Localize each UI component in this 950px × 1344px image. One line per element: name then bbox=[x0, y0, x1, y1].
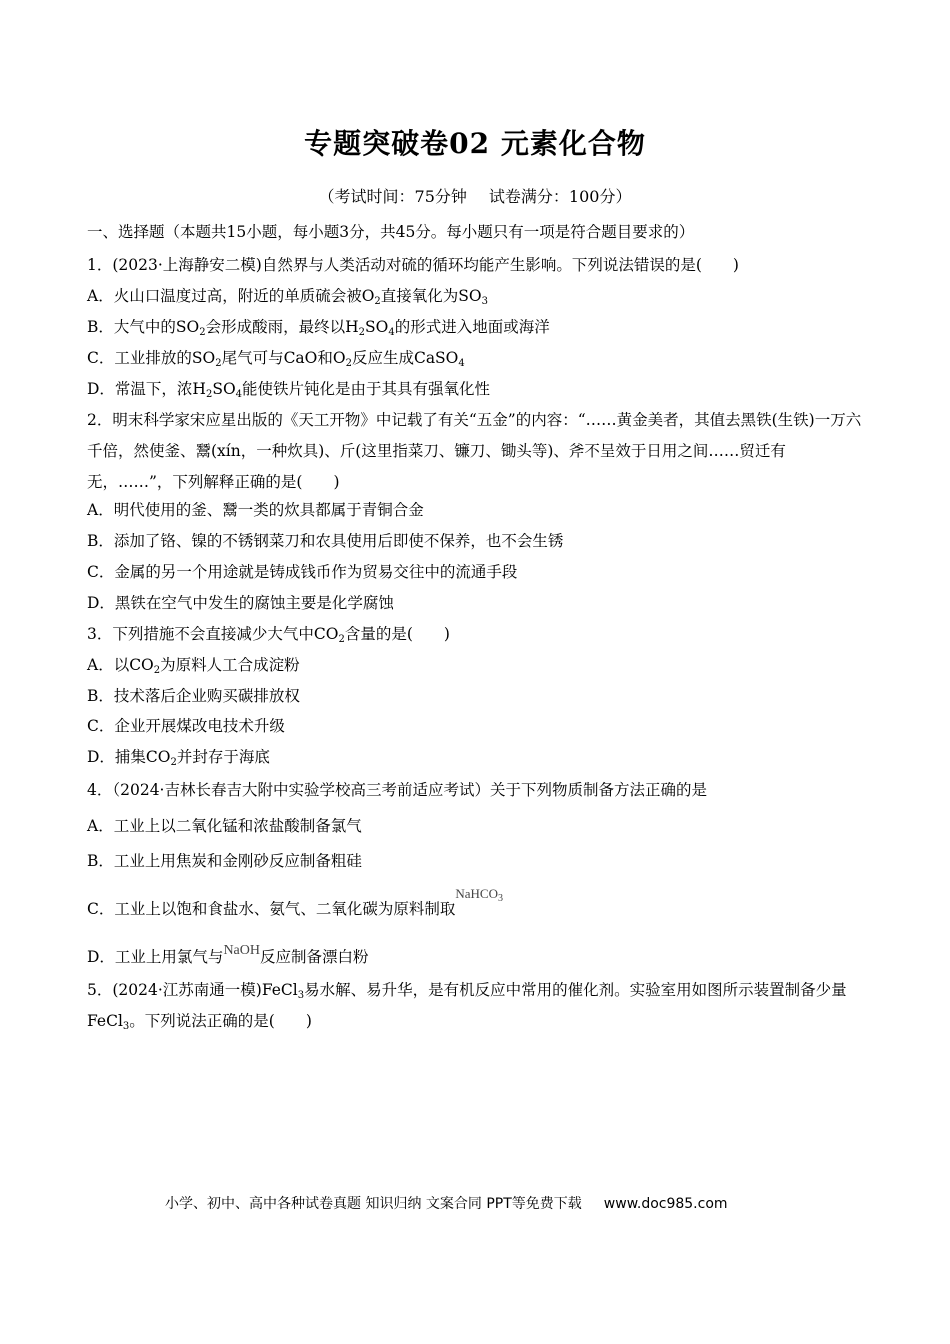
q3-option-c: C．企业开展煤改电技术升级 bbox=[87, 717, 285, 735]
q2-option-c: C．金属的另一个用途就是铸成钱币作为贸易交往中的流通手段 bbox=[87, 563, 518, 581]
q1-stem: 1．(2023·上海静安二模)自然界与人类活动对硫的循环均能产生影响。下列说法错误的是( ) bbox=[87, 256, 739, 274]
q3-stem: 3．下列措施不会直接减少大气中$CO_2$含量的是( ) bbox=[87, 625, 450, 645]
q5-stem: 5．(2024·江苏南通一模)FeCl$_3$易水解、易升华，是有机反应中常用的催化剂。实验室用如图所示装置制备少量FeCl$_3$。下列说法正确的是( ) bbox=[87, 981, 847, 1032]
q4-option-b: B．工业上用焦炭和金刚砂反应制备粗硅 bbox=[87, 852, 362, 870]
exam-time: （考试时间：75分钟 bbox=[318, 187, 467, 206]
page-title: 专题突破卷02 元素化合物 bbox=[304, 127, 646, 160]
q2-option-a: A．明代使用的釜、鬵一类的炊具都属于青铜合金 bbox=[87, 501, 424, 519]
section-heading: 一、选择题（本题共15小题，每小题3分，共45分。每小题只有一项是符合题目要求的） bbox=[87, 223, 695, 241]
q2-option-b: B．添加了铬、镍的不锈钢菜刀和农具使用后即使不保养，也不会生锈 bbox=[87, 532, 564, 550]
q4-option-c: C．工业上以饱和食盐水、氨气、二氧化碳为原料制取NaHCO$_3$ bbox=[87, 886, 503, 918]
q4-option-d: D．工业上用氯气与NaOH反应制备漂白粉 bbox=[87, 943, 369, 966]
q1-option-a: A．火山口温度过高，附近的单质硫会被$O_2$直接氧化为$SO_3$ bbox=[87, 287, 488, 307]
q3-option-d: D．捕集$CO_2$并封存于海底 bbox=[87, 748, 270, 768]
footer bbox=[165, 1193, 728, 1213]
q2-stem: 2．明末科学家宋应星出版的《天工开物》中记载了有关“五金”的内容：“……黄金美者，其值去黑铁(生铁)一万六千倍，然使釜、鬵(xín，一种炊具)、斤(这里指菜刀、镰刀、锄头等)、斧不呈效于日用之间……贸迁有无，……”，下列解释正确的是( ) bbox=[87, 411, 862, 491]
q3-option-a: A．以$CO_2$为原料人工合成淀粉 bbox=[87, 656, 300, 676]
q4-option-a: A．工业上以二氧化锰和浓盐酸制备氯气 bbox=[87, 817, 362, 835]
naoh-formula: NaOH bbox=[223, 943, 260, 958]
nahco3-formula: NaHCO$_3$ bbox=[455, 886, 503, 904]
q2-option-d: D．黑铁在空气中发生的腐蚀主要是化学腐蚀 bbox=[87, 594, 394, 612]
q1-option-d: D．常温下，浓$H_2SO_4$能使铁片钝化是由于其具有强氧化性 bbox=[87, 380, 491, 400]
q1-option-b: B．大气中的$SO_2$会形成酸雨，最终以$H_2SO_4$的形式进入地面或海洋 bbox=[87, 318, 550, 338]
exam-score: 试卷满分：100分） bbox=[488, 187, 632, 206]
q1-option-c: C．工业排放的$SO_2$尾气可与CaO和$O_2$反应生成CaSO$_4$ bbox=[87, 349, 465, 369]
exam-info bbox=[0, 184, 950, 207]
q4-stem: 4．（2024·吉林长春吉大附中实验学校高三考前适应考试）关于下列物质制备方法正确的是 bbox=[87, 781, 707, 799]
footer-site-link[interactable]: www.doc985.com bbox=[603, 1196, 728, 1212]
footer-text: 小学、初中、高中各种试卷真题 知识归纳 文案合同 PPT等免费下载 bbox=[165, 1196, 582, 1212]
q3-option-b: B．技术落后企业购买碳排放权 bbox=[87, 687, 300, 705]
